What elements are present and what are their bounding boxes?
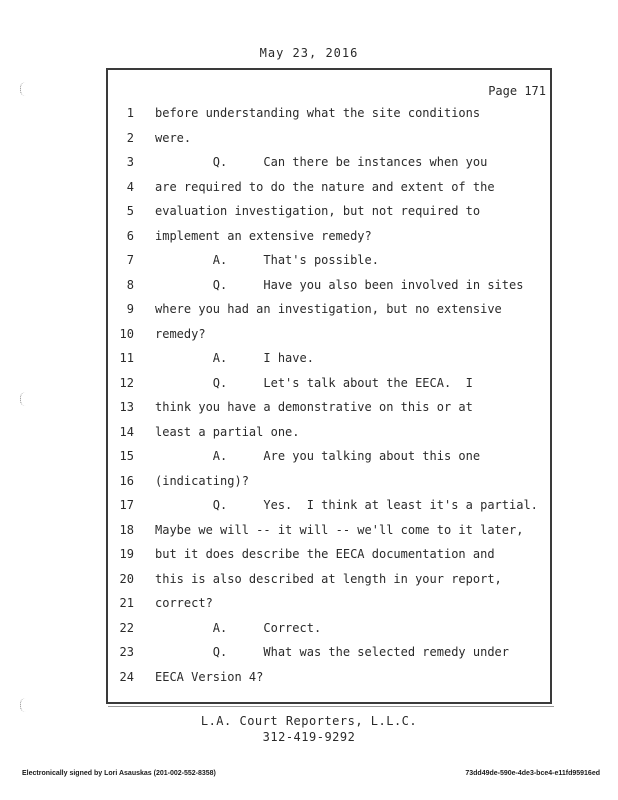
line-number: 16 <box>119 473 134 488</box>
transcript-line <box>0 327 618 349</box>
line-text: Q. What was the selected remedy under <box>155 645 510 659</box>
line-number: 4 <box>126 179 134 194</box>
line-number: 1 <box>126 106 134 120</box>
line-text: least a partial one. <box>155 424 300 439</box>
line-text: Q. Have you also been involved in sites <box>155 277 524 292</box>
line-number: 18 <box>119 522 134 537</box>
transcript-line <box>0 351 618 373</box>
transcript-line <box>0 302 618 324</box>
transcript-line <box>0 278 618 300</box>
transcript-line <box>0 253 618 275</box>
line-number: 13 <box>119 400 134 414</box>
line-number: 9 <box>126 302 134 316</box>
line-number: 3 <box>126 155 134 169</box>
line-text: A. Are you talking about this one <box>155 449 481 463</box>
reporter-phone: 312-419-9292 <box>262 730 356 744</box>
transcript-line <box>0 645 618 667</box>
line-number: 15 <box>119 449 134 463</box>
transcript-line <box>0 449 618 471</box>
line-text: are required to do the nature and extent of the <box>155 179 495 194</box>
transcript-date: May 23, 2016 <box>259 46 359 60</box>
transcript-line <box>0 547 618 569</box>
frame-shadow <box>108 703 554 707</box>
reporter-company: L.A. Court Reporters, L.L.C. <box>200 714 418 728</box>
transcript-line <box>0 670 618 692</box>
transcript-line <box>0 131 618 153</box>
line-text: implement an extensive remedy? <box>155 228 372 243</box>
punch-hole-mark-top <box>20 82 31 96</box>
transcript-line <box>0 621 618 643</box>
transcript-line <box>0 572 618 594</box>
line-text: Q. Can there be instances when you <box>155 155 488 169</box>
line-number: 20 <box>119 571 134 586</box>
electronic-signature-note: Electronically signed by Lori Asauskas (201-002-552-8358) <box>22 770 216 777</box>
line-number: 22 <box>119 620 134 635</box>
line-number: 12 <box>119 375 134 390</box>
transcript-line <box>0 229 618 251</box>
line-text: Q. Yes. I think at least it's a partial. <box>155 498 538 512</box>
line-number: 14 <box>119 424 134 439</box>
line-number: 5 <box>126 204 134 218</box>
line-number: 21 <box>119 596 134 610</box>
line-text: Maybe we will -- it will -- we'll come to it later, <box>155 522 524 537</box>
transcript-line <box>0 376 618 398</box>
line-text: correct? <box>155 596 213 610</box>
line-number: 7 <box>126 253 134 267</box>
page-number: Page 171 <box>488 84 546 98</box>
transcript-line <box>0 204 618 226</box>
line-text: A. I have. <box>155 351 314 365</box>
line-text: this is also described at length in your report, <box>155 571 502 586</box>
line-number: 23 <box>119 645 134 659</box>
transcript-line <box>0 498 618 520</box>
line-number: 11 <box>119 351 134 365</box>
line-text: before understanding what the site conditions <box>155 106 481 120</box>
transcript-line <box>0 400 618 422</box>
line-number: 8 <box>126 277 134 292</box>
transcript-line <box>0 523 618 545</box>
line-text: where you had an investigation, but no extensive <box>155 302 502 316</box>
line-text: but it does describe the EECA documentation and <box>155 547 495 561</box>
line-text: Q. Let's talk about the EECA. I <box>155 375 473 390</box>
transcript-line <box>0 425 618 447</box>
transcript-line <box>0 474 618 496</box>
transcript-line <box>0 180 618 202</box>
line-text: evaluation investigation, but not required to <box>155 204 481 218</box>
line-text: (indicating)? <box>155 473 249 488</box>
document-id: 73dd49de-590e-4de3-bce4-e11fd95916ed <box>465 770 600 777</box>
line-number: 24 <box>119 669 134 684</box>
transcript-line <box>0 596 618 618</box>
line-number: 10 <box>119 326 134 341</box>
line-number: 17 <box>119 498 134 512</box>
line-number: 6 <box>126 228 134 243</box>
punch-hole-mark-bottom <box>20 698 31 712</box>
line-text: A. Correct. <box>155 620 322 635</box>
line-number: 19 <box>119 547 134 561</box>
transcript-line <box>0 106 618 128</box>
line-text: were. <box>155 130 192 145</box>
line-text: remedy? <box>155 326 206 341</box>
line-text: A. That's possible. <box>155 253 379 267</box>
line-text: EECA Version 4? <box>155 669 264 684</box>
line-number: 2 <box>126 130 134 145</box>
transcript-line <box>0 155 618 177</box>
line-text: think you have a demonstrative on this or at <box>155 400 473 414</box>
